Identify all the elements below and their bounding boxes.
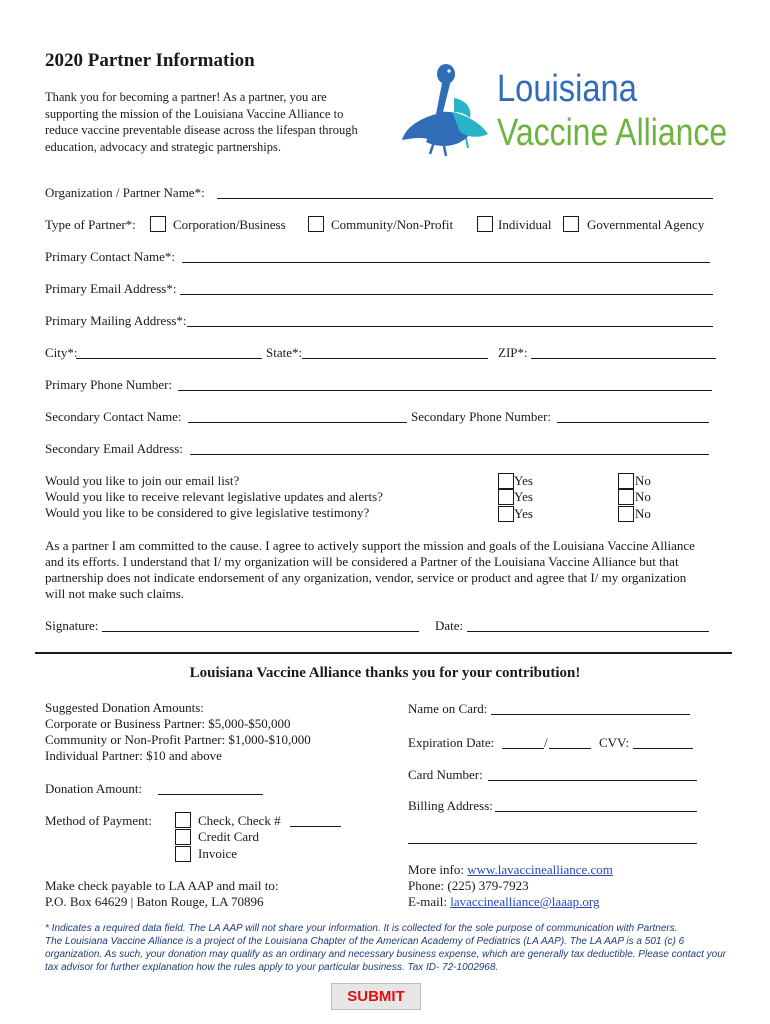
billing-address-field[interactable]	[495, 811, 697, 812]
method-label: Method of Payment:	[45, 813, 152, 828]
expiration-year-field[interactable]	[549, 748, 591, 749]
primary-phone-field[interactable]	[178, 390, 712, 391]
billing-address-label: Billing Address:	[408, 798, 493, 813]
email-line	[408, 894, 599, 910]
email-link[interactable]: lavaccinealliance@laaap.org	[450, 894, 600, 909]
no-label: No	[635, 506, 651, 521]
invoice-option-label: Invoice	[198, 846, 237, 861]
signature-field[interactable]	[102, 631, 419, 632]
zip-field[interactable]	[531, 358, 716, 359]
check-checkbox[interactable]	[175, 812, 191, 828]
footer-notes	[45, 922, 735, 974]
commitment-line: and its efforts. I understand that I/ my organization will be considered a Partner of the Louisiana Vaccine Alliance but that	[45, 554, 679, 569]
email-label: E-mail:	[408, 894, 447, 909]
card-number-label: Card Number:	[408, 767, 483, 782]
org-name-label: Organization / Partner Name*:	[45, 185, 205, 200]
corporation-checkbox[interactable]	[150, 216, 166, 232]
donation-amount-label: Donation Amount:	[45, 781, 143, 796]
commitment-line: will not make such claims.	[45, 586, 185, 601]
payable-line: Make check payable to LA AAP and mail to:	[45, 878, 279, 893]
nonprofit-option-label: Community/Non-Profit	[331, 217, 454, 232]
expiration-separator: /	[544, 735, 548, 750]
expiration-label: Expiration Date:	[408, 735, 495, 750]
phone-label: Phone:	[408, 878, 445, 893]
suggested-amounts	[45, 700, 311, 764]
city-label: City*:	[45, 345, 78, 360]
yes-label: Yes	[514, 473, 533, 488]
footer-note-line: The Louisiana Vaccine Alliance is a project of the Louisiana Chapter of the American Academy of Pediatrics (LA AAP). The LA AAP is a 501 (c) 6	[45, 936, 685, 947]
intro-line: Thank you for becoming a partner! As a partner, you are	[45, 90, 327, 104]
yes-label: Yes	[514, 489, 533, 504]
updates-yes-checkbox[interactable]	[498, 489, 514, 505]
org-name-field[interactable]	[217, 198, 713, 199]
state-label: State*:	[266, 345, 303, 360]
commitment-line: partnership does not indicate endorsement of any organization, vendor, service or product and agree that I/ my organization	[45, 570, 687, 585]
website-link[interactable]: www.lavaccinealliance.com	[467, 862, 613, 877]
submit-button[interactable]: SUBMIT	[331, 983, 421, 1010]
primary-contact-field[interactable]	[182, 262, 710, 263]
updates-no-checkbox[interactable]	[618, 489, 634, 505]
donation-heading: Louisiana Vaccine Alliance thanks you for your contribution!	[189, 665, 581, 681]
expiration-month-field[interactable]	[502, 748, 544, 749]
date-field[interactable]	[467, 631, 709, 632]
secondary-email-field[interactable]	[190, 454, 709, 455]
card-number-field[interactable]	[488, 780, 697, 781]
individual-checkbox[interactable]	[477, 216, 493, 232]
state-field[interactable]	[302, 358, 488, 359]
corporation-option-label: Corporation/Business	[173, 217, 286, 232]
credit-card-checkbox[interactable]	[175, 829, 191, 845]
phone-line	[408, 878, 529, 894]
payable-text	[45, 878, 278, 910]
invoice-checkbox[interactable]	[175, 846, 191, 862]
intro-line: reduce vaccine preventable disease across the lifespan through	[45, 123, 358, 137]
email-list-no-checkbox[interactable]	[618, 473, 634, 489]
intro-text	[45, 89, 358, 155]
cvv-label: CVV:	[599, 735, 630, 750]
intro-line: education, advocacy and strategic partnerships.	[45, 139, 282, 154]
more-info-label: More info:	[408, 862, 464, 877]
mailing-address-field[interactable]	[187, 326, 713, 327]
governmental-checkbox[interactable]	[563, 216, 579, 232]
nonprofit-checkbox[interactable]	[308, 216, 324, 232]
donation-amount-field[interactable]	[158, 794, 263, 795]
footer-note-line: organization. As such, your donation may qualify as an ordinary and necessary business expense, which are generally tax deductible. Please contact your	[45, 949, 727, 960]
primary-email-label: Primary Email Address*:	[45, 281, 177, 296]
footer-note-line: * Indicates a required data field. The LA AAP will not share your information. It is collected for the sole purpose of communication with Partners.	[45, 923, 678, 934]
cvv-field[interactable]	[633, 748, 693, 749]
mailing-address-label: Primary Mailing Address*:	[45, 313, 187, 328]
payable-line: P.O. Box 64629 | Baton Rouge, LA 70896	[45, 894, 264, 909]
section-divider	[35, 652, 732, 654]
zip-label: ZIP*:	[498, 345, 528, 360]
secondary-phone-label: Secondary Phone Number:	[411, 409, 552, 424]
phone-value: (225) 379-7923	[447, 878, 529, 893]
footer-note-line: tax advisor for further explanation how the rules apply to your particular business. Tax ID- 72-1002968.	[45, 962, 499, 973]
check-option-label: Check, Check #	[198, 813, 281, 828]
pelican-logo-icon	[396, 56, 496, 158]
suggested-line: Community or Non-Profit Partner: $1,000-$10,000	[45, 732, 311, 747]
commitment-text	[45, 538, 695, 602]
testimony-no-checkbox[interactable]	[618, 506, 634, 522]
primary-email-field[interactable]	[180, 294, 713, 295]
yes-label: Yes	[514, 506, 533, 521]
date-label: Date:	[435, 618, 464, 633]
commitment-line: As a partner I am committed to the cause. I agree to actively support the mission and goals of the Louisiana Vaccine Alliance	[45, 538, 695, 553]
no-label: No	[635, 489, 651, 504]
city-field[interactable]	[76, 358, 262, 359]
check-number-field[interactable]	[290, 826, 341, 827]
page-title: 2020 Partner Information	[45, 50, 255, 71]
email-list-yes-checkbox[interactable]	[498, 473, 514, 489]
secondary-phone-field[interactable]	[557, 422, 709, 423]
name-on-card-field[interactable]	[491, 714, 690, 715]
more-info-line	[408, 862, 613, 878]
logo-line-2: Vaccine Alliance	[497, 112, 728, 154]
suggested-line: Individual Partner: $10 and above	[45, 748, 222, 763]
question-testimony: Would you like to be considered to give legislative testimony?	[45, 505, 370, 520]
individual-option-label: Individual	[498, 217, 552, 232]
secondary-contact-label: Secondary Contact Name:	[45, 409, 182, 424]
secondary-contact-field[interactable]	[188, 422, 407, 423]
no-label: No	[635, 473, 651, 488]
type-label: Type of Partner*:	[45, 217, 136, 232]
question-legislative-updates: Would you like to receive relevant legislative updates and alerts?	[45, 489, 383, 504]
primary-phone-label: Primary Phone Number:	[45, 377, 173, 392]
suggested-line: Corporate or Business Partner: $5,000-$50,000	[45, 716, 291, 731]
billing-address-field-2[interactable]	[408, 843, 697, 844]
suggested-line: Suggested Donation Amounts:	[45, 700, 204, 715]
name-on-card-label: Name on Card:	[408, 701, 488, 716]
secondary-email-label: Secondary Email Address:	[45, 441, 183, 456]
primary-contact-label: Primary Contact Name*:	[45, 249, 175, 264]
testimony-yes-checkbox[interactable]	[498, 506, 514, 522]
question-email-list: Would you like to join our email list?	[45, 473, 240, 488]
signature-label: Signature:	[45, 618, 99, 633]
credit-card-option-label: Credit Card	[198, 829, 260, 844]
intro-line: supporting the mission of the Louisiana Vaccine Alliance to	[45, 106, 344, 121]
governmental-option-label: Governmental Agency	[587, 217, 705, 232]
logo-line-1: Louisiana	[497, 68, 637, 110]
